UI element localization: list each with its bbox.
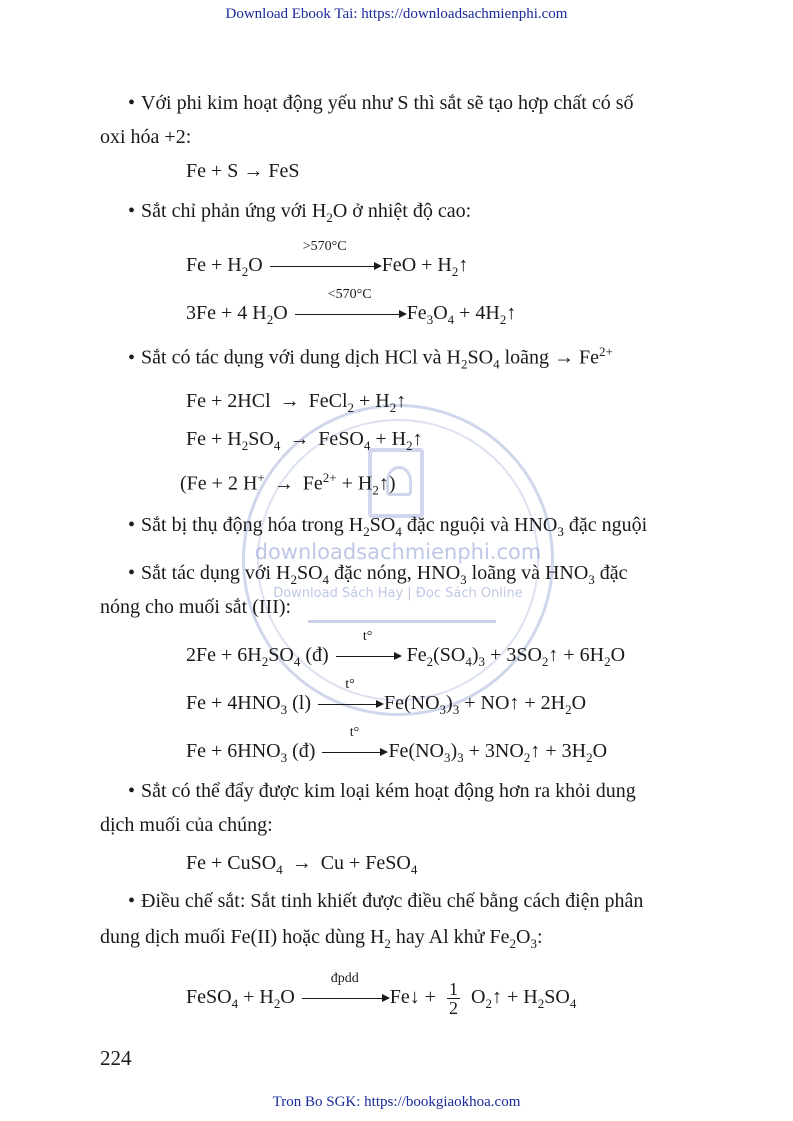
equation: $Fe + 6HNO_3$ (đ) t° $Fe(NO_3)_3$ + $3NO_2↑ + 3H_2O$	[186, 725, 608, 765]
up-arrow-icon: ↑	[506, 302, 517, 324]
arrow-icon: →	[291, 852, 312, 874]
text: Sắt có thể đẩy được kim loại kém hoạt động hơn ra khỏi dung	[141, 780, 636, 802]
watermark-site: downloadsachmienphi.com	[254, 540, 542, 564]
reaction-condition: t°	[362, 629, 373, 644]
text: oxi hóa +2:	[100, 126, 192, 148]
reaction-arrow	[293, 287, 407, 325]
reaction-arrow	[320, 725, 388, 763]
equation: 3Fe + 4 $H_2O$ <570°C $Fe_3O_4$ + $4H_2↑$	[186, 287, 517, 327]
up-arrow-icon: ↑	[378, 472, 389, 495]
equation: $Fe + 4HNO_3$ (l) t° $Fe(NO_3)_3$ + NO↑ + $2H_2O$	[186, 677, 587, 717]
text: Sắt chỉ phản ứng với H	[141, 200, 327, 222]
text: đặc nguội và HNO	[406, 514, 558, 536]
paragraph-line	[128, 780, 636, 803]
up-arrow-icon: ↑	[492, 986, 502, 1009]
reaction-arrow	[334, 629, 402, 667]
up-arrow-icon: ↑	[509, 692, 520, 714]
equation	[186, 160, 300, 183]
reaction-condition: t°	[345, 677, 355, 692]
equation: Fe + 2HCl → FeCl$_2$ + $H_2↑$	[186, 390, 407, 415]
up-arrow-icon: ↑	[458, 254, 469, 276]
paragraph-line	[100, 814, 273, 837]
text: Sắt tác dụng với H	[141, 562, 291, 584]
up-arrow-icon: ↑	[412, 428, 423, 450]
equation-text: Fe + S → FeS	[186, 160, 300, 182]
reaction-condition: t°	[349, 725, 360, 740]
text: Với phi kim hoạt động yếu như S thì sắt sẽ tạo hợp chất có số	[141, 92, 634, 114]
text: Sắt có tác dụng với dung dịch HCl và H	[141, 346, 461, 369]
paragraph-line	[100, 126, 191, 149]
reaction-arrow	[316, 677, 384, 715]
bullet: •	[128, 200, 136, 222]
equation: $Fe + H_2SO_4$ → FeSO$_4$ + $H_2↑$	[186, 428, 423, 453]
bullet: •	[128, 780, 136, 802]
equation: Fe + CuSO$_4$ → Cu + FeSO$_4$	[186, 852, 418, 877]
text: đặc nguội	[568, 514, 648, 536]
label: (đ)	[292, 740, 316, 762]
arrow-icon: →	[273, 472, 294, 495]
bullet: •	[128, 92, 136, 114]
text: O ở nhiệt độ cao:	[332, 200, 472, 222]
up-arrow-icon: ↑	[396, 390, 407, 412]
paragraph-line: dung dịch muối Fe(II) hoặc dùng $H_2$ hay Al khử $Fe_2O_3$:	[100, 926, 543, 951]
paragraph-line: • Sắt có tác dụng với dung dịch HCl và $H_2SO_4$ loãng → $Fe^{2+}$	[128, 344, 613, 372]
reaction-arrow	[268, 239, 382, 277]
reaction-condition: <570°C	[327, 287, 372, 302]
bullet: •	[128, 890, 136, 912]
text: nóng cho muối sắt (III):	[100, 596, 292, 618]
down-arrow-icon: ↓	[409, 986, 420, 1009]
text: đặc nóng, HNO	[334, 562, 461, 584]
reaction-condition: >570°C	[302, 239, 347, 254]
text: hay Al khử Fe	[395, 926, 510, 948]
arrow-icon: →	[289, 428, 310, 450]
page-footer: Tron Bo SGK: https://bookgiaokhoa.com	[272, 1094, 521, 1110]
text: dung dịch muối Fe(II) hoặc dùng H	[100, 926, 385, 948]
bullet: •	[128, 514, 136, 536]
text: loãng →	[504, 346, 575, 369]
fraction	[447, 980, 460, 1017]
text: dịch muối của chúng:	[100, 814, 273, 836]
bullet: •	[128, 562, 136, 584]
arrow-icon: →	[279, 390, 300, 412]
paragraph-line	[100, 596, 291, 619]
fraction-numerator: 1	[449, 979, 459, 999]
equation: FeSO$_4$ + $H_2O$ đpdd Fe↓ + $\frac{1}{2}$ $O_2↑ + H_2SO_4$	[186, 971, 577, 1018]
text: đặc	[599, 562, 628, 584]
watermark-tagline: Download Sách Hay | Đọc Sách Online	[273, 586, 523, 601]
fraction-denominator: 2	[449, 998, 459, 1018]
reaction-condition: đpdd	[330, 971, 359, 987]
watermark-bar	[308, 620, 496, 623]
equation: $Fe + H_2O$ >570°C FeO + $H_2↑$	[186, 239, 469, 279]
page-header: Download Ebook Tai: https://downloadsachmienphi.com	[225, 6, 568, 22]
text: Điều chế sắt: Sắt tinh khiết được điều chế bằng cách điện phân	[141, 890, 644, 912]
up-arrow-icon: ↑	[530, 740, 541, 762]
paragraph-line: • Sắt chỉ phản ứng với $H_2O$ ở nhiệt độ cao:	[128, 200, 472, 225]
label: (l)	[292, 692, 311, 714]
text: Sắt bị thụ động hóa trong H	[141, 514, 364, 536]
reaction-arrow	[300, 971, 390, 1009]
equation: (Fe + 2 $H^+ \to Fe^{2+}$ + $H_2↑$)	[180, 470, 396, 498]
paragraph-line: • Sắt bị thụ động hóa trong $H_2SO_4$ đặc nguội và $HNO_3$ đặc nguội	[128, 514, 648, 539]
page-number: 224	[100, 1046, 132, 1070]
label: (đ)	[305, 644, 329, 666]
paragraph-line	[128, 92, 634, 115]
paragraph-line	[128, 890, 643, 913]
equation: $2Fe + 6H_2SO_4$ (đ) t° $Fe_2(SO_4)_3$ + $3SO_2↑ + 6H_2O$	[186, 629, 626, 669]
bullet: •	[128, 346, 136, 369]
text: loãng và HNO	[471, 562, 589, 584]
paragraph-line: • Sắt tác dụng với $H_2SO_4$ đặc nóng, $HNO_3$ loãng và $HNO_3$ đặc	[128, 562, 628, 587]
up-arrow-icon: ↑	[548, 644, 559, 666]
